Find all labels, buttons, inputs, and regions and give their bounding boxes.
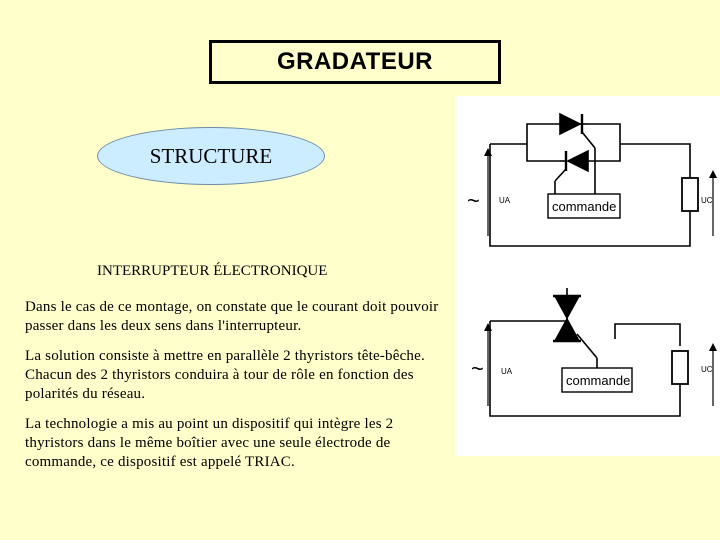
- ac-source-symbol-2: ~: [471, 356, 484, 381]
- output-voltage-label-2: UC: [701, 365, 713, 374]
- input-voltage-label-1: UA: [499, 196, 511, 205]
- structure-label: STRUCTURE: [149, 143, 273, 168]
- thyristor-pair-circuit: [484, 114, 717, 246]
- control-label-1: commande: [552, 199, 617, 214]
- paragraph-1: Dans le cas de ce montage, on constate que le courant doit pouvoir passer dans les deux sens dans l'interrupteur.: [25, 299, 439, 334]
- page-title: GRADATEUR: [276, 48, 434, 75]
- paragraph-3: La technologie a mis au point un dispositif qui intègre les 2 thyristors dans le même boîtier avec une seule électrode de commande, ce dispositif est appelé TRIAC.: [25, 416, 394, 470]
- thyristor-1-icon: [560, 114, 595, 148]
- load-resistor-1-icon: [682, 178, 698, 211]
- structure-oval: [97, 127, 325, 185]
- control-label-2: commande: [566, 373, 631, 388]
- input-voltage-label-2: UA: [501, 367, 513, 376]
- output-voltage-label-1: UC: [701, 196, 713, 205]
- thyristor-2-icon: [555, 151, 588, 181]
- section-heading: INTERRUPTEUR ÉLECTRONIQUE: [97, 263, 328, 279]
- circuit-diagram: [455, 96, 720, 456]
- triac-icon: [553, 288, 597, 358]
- ac-source-symbol-1: ~: [467, 188, 480, 213]
- paragraph-2: La solution consiste à mettre en parallèle 2 thyristors tête-bêche. Chacun des 2 thyristors conduira à tour de rôle en fonction des polarités du réseau.: [25, 348, 425, 402]
- title-box: [209, 40, 501, 84]
- load-resistor-2-icon: [672, 351, 688, 384]
- triac-circuit: [484, 288, 717, 416]
